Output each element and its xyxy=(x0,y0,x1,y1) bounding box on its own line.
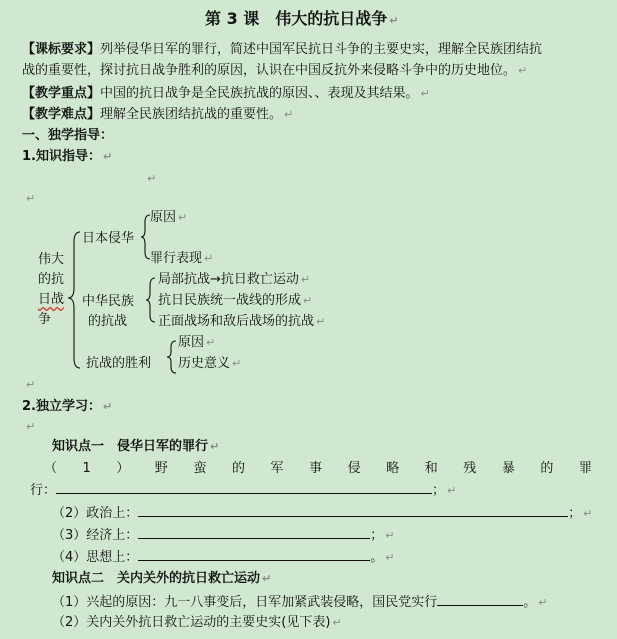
tree-branch-line: 中华民族 xyxy=(82,294,135,309)
kp1-q1-char: 军 xyxy=(270,461,284,476)
kp2-title: 知识点二 关内关外的抗日救亡运动 ↵ xyxy=(52,571,272,586)
title-text: 第 3 课 伟大的抗日战争 xyxy=(205,9,388,28)
kp1-q4: （4）思想上： 。 ↵ xyxy=(52,550,395,565)
b2-brace xyxy=(146,278,155,322)
tree-root-line: 伟大 xyxy=(38,252,65,267)
key-point-tag: 【教学重点】 xyxy=(22,86,101,101)
return-mark: ↵ xyxy=(518,64,528,77)
kp1-q1-char: 暴 xyxy=(501,461,515,476)
kp1-q1-char: 野 xyxy=(154,461,168,476)
tree-branch-japan-invasion: 日本侵华 xyxy=(82,231,135,246)
kp1-q3: （3）经济上： ； ↵ xyxy=(52,528,395,543)
kp1-title: 知识点一 侵华日军的罪行 ↵ xyxy=(52,439,220,454)
tree-root-line: 日战 xyxy=(38,292,65,307)
kp1-q1-justified-line xyxy=(44,460,592,478)
kp1-q1-char: （ xyxy=(44,461,58,476)
kp2-q2-label: （2）关内关外抗日救亡运动的主要史实(见下表) xyxy=(52,615,331,630)
kp2-q2: （2）关内关外抗日救亡运动的主要史实(见下表) ↵ xyxy=(52,615,342,630)
curriculum-tag: 【课标要求】 xyxy=(22,42,101,57)
b3-brace xyxy=(167,341,176,373)
return-mark: ↵ xyxy=(420,87,430,100)
empty-paragraph-mark: ↵ xyxy=(26,192,36,205)
kp2-q1-blank[interactable] xyxy=(437,593,523,606)
key-point-text: 中国的抗日战争是全民族抗战的原因、、表现及其结果。 xyxy=(100,86,419,101)
tree-leaf-local-resistance: 局部抗战→抗日救亡运动 ↵ xyxy=(158,272,311,287)
root-brace xyxy=(68,232,80,368)
kp1-q1-char: 略 xyxy=(386,461,400,476)
section-2-text: 2.独立学习： xyxy=(22,399,101,414)
tree-root-line: 的抗 xyxy=(38,272,65,287)
empty-paragraph-mark: ↵ xyxy=(147,172,157,185)
kp1-q4-label: （4）思想上： xyxy=(52,550,139,565)
kp1-q1-tail: 行： xyxy=(30,483,57,498)
kp2-q1: （1）兴起的原因：九一八事变后，日军加紧武装侵略，国民党实行 。 ↵ xyxy=(52,595,548,610)
kp1-q3-blank[interactable] xyxy=(138,526,370,539)
kp1-q2-label: （2）政治上： xyxy=(52,506,139,521)
return-mark: ↵ xyxy=(102,150,113,163)
kp1-q1-char: 的 xyxy=(540,461,554,476)
kp1-q1-char: 蛮 xyxy=(193,461,207,476)
tree-branch-line: 的抗战 xyxy=(88,314,128,329)
section-1-text: 一、独学指导： xyxy=(22,128,114,143)
empty-paragraph-mark: ↵ xyxy=(26,378,36,391)
tree-leaf-united-front: 抗日民族统一战线的形成 ↵ xyxy=(158,293,313,308)
tree-leaf-crimes: 罪行表现 ↵ xyxy=(150,251,214,266)
kp1-q4-blank[interactable] xyxy=(138,548,370,561)
kp2-q1-label: （1）兴起的原因：九一八事变后，日军加紧武装侵略，国民党实行 xyxy=(52,595,438,610)
kp1-q1-char: 侵 xyxy=(347,461,361,476)
kp1-q1-char: 和 xyxy=(424,461,438,476)
difficulty-text: 理解全民族团结抗战的重要性。 xyxy=(100,107,283,122)
kp1-q1-blank[interactable] xyxy=(56,481,432,494)
kp1-q1-continuation: 行： ； ↵ xyxy=(30,483,457,498)
kp1-q1-char: 罪 xyxy=(578,461,592,476)
tree-leaf-battlefields: 正面战场和敌后战场的抗战 ↵ xyxy=(158,314,326,329)
tree-root-line: 争 xyxy=(38,312,52,327)
tree-leaf-significance: 历史意义 ↵ xyxy=(178,356,242,371)
kp1-q1-char: ） xyxy=(116,461,130,476)
kp1-q1-char: 的 xyxy=(232,461,246,476)
kp1-q1-char: 残 xyxy=(463,461,477,476)
kp1-title-text: 知识点一 侵华日军的罪行 xyxy=(52,439,209,454)
curriculum-text-1: 列举侵华日军的罪行，简述中国军民抗日斗争的主要史实，理解全民族团结抗 xyxy=(100,42,543,57)
tree-root xyxy=(38,250,64,330)
curriculum-text-2: 战的重要性，探讨抗日战争胜利的原因，认识在中国反抗外来侵略斗争中的历史地位。 xyxy=(22,63,517,78)
tree-leaf-victory-causes: 原因 ↵ xyxy=(178,335,216,350)
kp2-title-text: 知识点二 关内关外的抗日救亡运动 xyxy=(52,571,261,586)
difficulty-tag: 【教学难点】 xyxy=(22,107,101,122)
kp1-q2-blank[interactable] xyxy=(138,504,568,517)
empty-paragraph-mark: ↵ xyxy=(26,420,36,433)
b1-brace xyxy=(141,215,150,259)
tree-branch-victory: 抗战的胜利 xyxy=(86,356,152,371)
kp1-q2: （2）政治上： ； ↵ xyxy=(52,506,593,521)
return-mark: ↵ xyxy=(389,14,399,27)
kp1-q1-char: 1 xyxy=(82,461,91,476)
section-1-1-text: 1.知识指导： xyxy=(22,149,101,164)
tree-branch-chinese-resistance xyxy=(82,292,134,332)
section-2-heading: 2.独立学习： ↵ xyxy=(22,399,113,414)
return-mark: ↵ xyxy=(284,108,294,121)
tree-leaf-causes: 原因 ↵ xyxy=(150,210,188,225)
kp1-q3-label: （3）经济上： xyxy=(52,528,139,543)
kp1-q1-char: 事 xyxy=(309,461,323,476)
